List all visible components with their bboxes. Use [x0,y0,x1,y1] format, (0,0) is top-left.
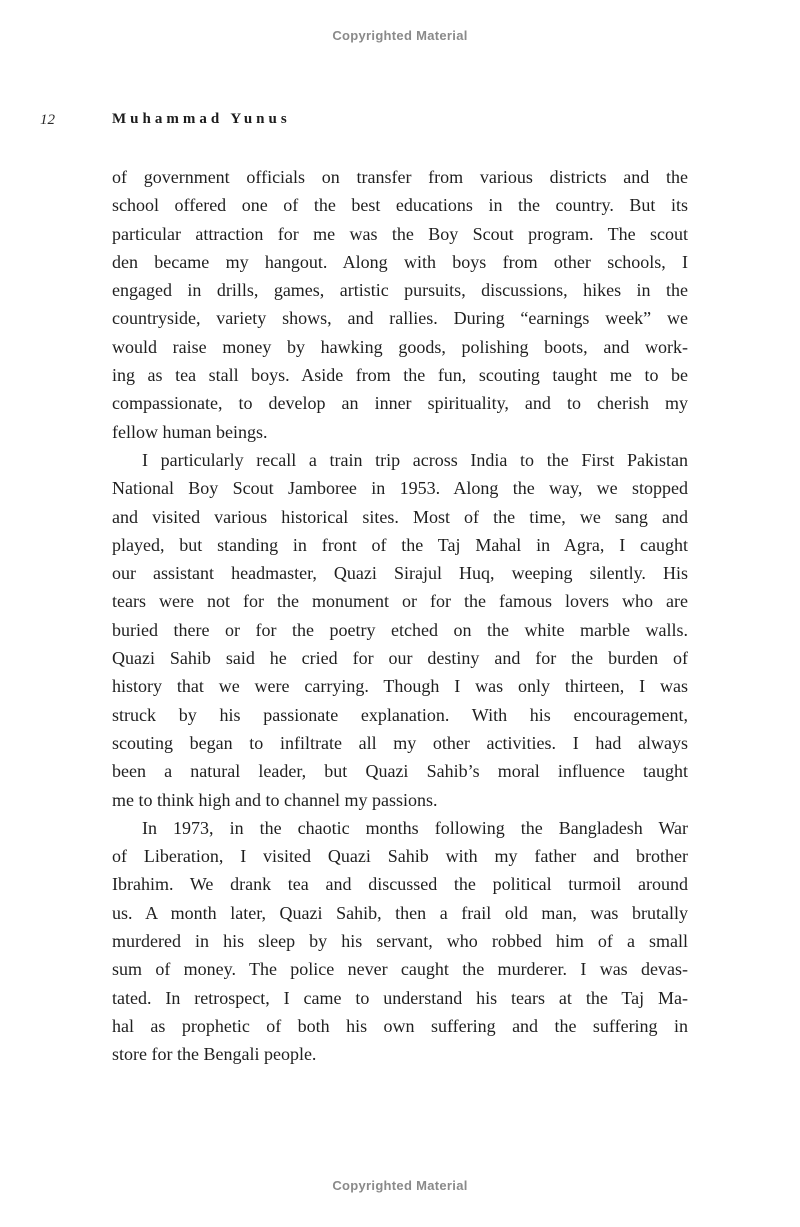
copyright-notice-bottom: Copyrighted Material [332,1178,468,1193]
text-line: scouting began to infiltrate all my other activities. I had always [112,732,688,753]
text-line: particular attraction for me was the Boy Scout program. The scout [112,223,688,244]
text-line: Quazi Sahib said he cried for our destiny and for the burden of [112,648,688,669]
text-line: engaged in drills, games, artistic pursuits, discussions, hikes in the [112,280,688,301]
text-line: our assistant headmaster, Quazi Sirajul Huq, weeping silently. His [112,563,688,584]
text-line: been a natural leader, but Quazi Sahib’s moral influence taught [112,761,688,782]
text-line: murdered in his sleep by his servant, who robbed him of a small [112,931,688,952]
text-line: hal as prophetic of both his own suffering and the suffering in [112,1015,688,1036]
text-line: fellow human beings. [112,421,268,442]
text-line: would raise money by hawking goods, polishing boots, and work- [112,336,688,357]
text-line: us. A month later, Quazi Sahib, then a frail old man, was brutally [112,902,688,923]
text-line: Ibrahim. We drank tea and discussed the political turmoil around [112,874,688,895]
text-line: sum of money. The police never caught the murderer. I was devas- [112,959,688,980]
text-line: In 1973, in the chaotic months following the Bangladesh War [142,817,688,838]
text-line: I particularly recall a train trip across India to the First Pakistan [142,449,688,470]
text-line: compassionate, to develop an inner spirituality, and to cherish my [112,393,688,414]
text-line: of government officials on transfer from various districts and the [112,167,688,187]
text-line: of Liberation, I visited Quazi Sahib with my father and brother [112,846,688,867]
text-line: store for the Bengali people. [112,1044,317,1065]
text-line: den became my hangout. Along with boys from other schools, I [112,251,688,272]
text-line: and visited various historical sites. Most of the time, we sang and [112,506,688,527]
text-line: tated. In retrospect, I came to understand his tears at the Taj Ma- [112,987,688,1008]
page-number: 12 [40,112,55,128]
text-line: school offered one of the best educations in the country. But its [112,195,688,216]
text-line: struck by his passionate explanation. With his encouragement, [112,704,688,725]
text-line: history that we were carrying. Though I was only thirteen, I was [112,676,688,697]
running-header-title: Muhammad Yunus [112,111,291,127]
text-line: National Boy Scout Jamboree in 1953. Along the way, we stopped [112,478,688,499]
text-line: tears were not for the monument or for the famous lovers who are [112,591,688,612]
copyright-notice-top: Copyrighted Material [332,28,468,43]
text-line: buried there or for the poetry etched on the white marble walls. [112,619,688,640]
text-line: played, but standing in front of the Taj Mahal in Agra, I caught [112,534,688,555]
text-line: ing as tea stall boys. Aside from the fun, scouting taught me to be [112,365,688,386]
text-line: me to think high and to channel my passions. [112,789,438,810]
text-line: countryside, variety shows, and rallies. During “earnings week” we [112,308,688,329]
body-text [112,163,688,1069]
